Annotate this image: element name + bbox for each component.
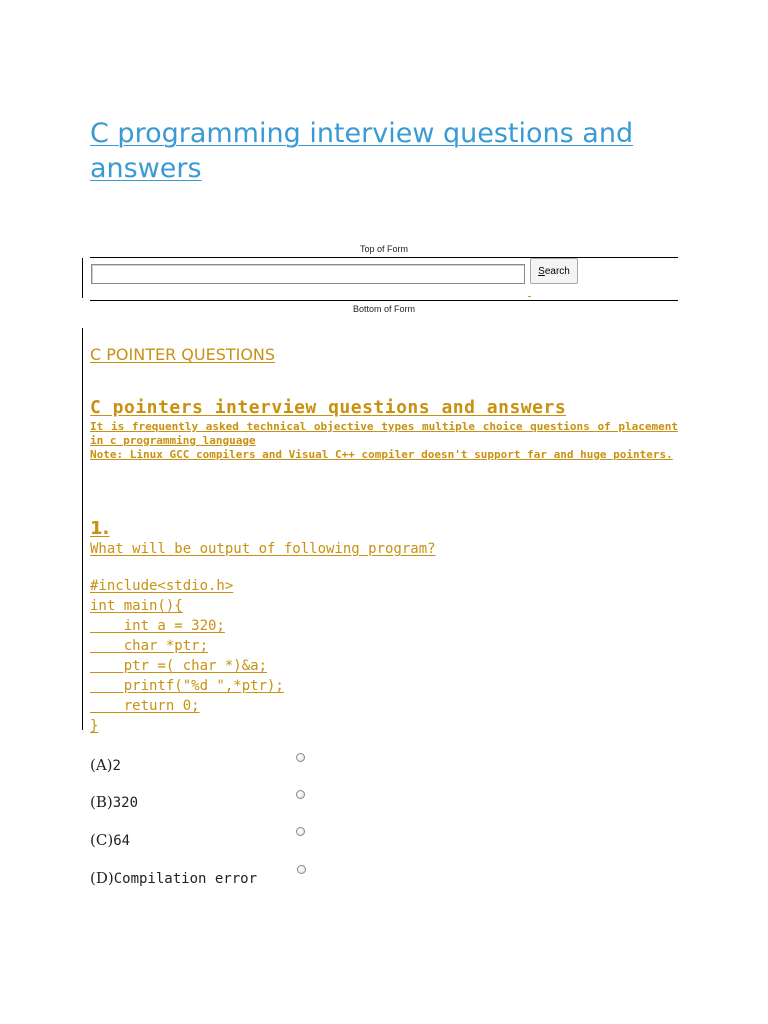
- search-input[interactable]: [91, 264, 525, 284]
- option-label: (D): [90, 869, 114, 887]
- form-marker: [528, 296, 531, 297]
- search-button-label: earch: [544, 265, 570, 277]
- intro-paragraph[interactable]: [90, 420, 678, 462]
- option-text: Compilation error: [113, 871, 258, 887]
- code-line: char *ptr;: [90, 638, 209, 654]
- option-c-radio[interactable]: [296, 827, 305, 836]
- option-label: (B): [90, 793, 113, 811]
- form-left-border: [82, 258, 83, 298]
- option-b: [90, 793, 138, 811]
- form-top-divider: [90, 257, 678, 258]
- section-heading-link[interactable]: C POINTER QUESTIONS: [90, 345, 276, 364]
- option-text: 64: [113, 833, 131, 849]
- option-d: [90, 869, 257, 887]
- content-left-border: [82, 328, 83, 730]
- question-text[interactable]: What will be output of following program?: [90, 541, 436, 557]
- option-b-radio[interactable]: [296, 790, 305, 799]
- page-title[interactable]: C programming interview questions and answers: [90, 118, 634, 184]
- option-a: [90, 756, 121, 774]
- option-d-radio[interactable]: [297, 865, 306, 874]
- option-label: (C): [90, 831, 114, 849]
- option-text: 320: [112, 795, 139, 811]
- code-line: printf("%d ",*ptr);: [90, 678, 284, 694]
- code-block[interactable]: [90, 576, 284, 736]
- code-line: }: [90, 718, 99, 734]
- code-line: int a = 320;: [90, 618, 225, 634]
- article-heading-link[interactable]: C pointers interview questions and answers: [90, 397, 567, 418]
- option-c: [90, 831, 130, 849]
- search-button[interactable]: [530, 258, 578, 284]
- code-line: return 0;: [90, 698, 200, 714]
- note-text: Note: Linux GCC compilers and Visual C++ compiler doesn't support far and huge pointers.: [90, 448, 673, 461]
- option-a-radio[interactable]: [296, 753, 305, 762]
- intro-text: It is frequently asked technical objective types multiple choice questions of placement in c programming language: [90, 420, 678, 447]
- option-label: (A): [90, 756, 113, 774]
- bottom-of-form-label: Bottom of Form: [352, 304, 415, 314]
- code-line: int main(){: [90, 598, 183, 614]
- question-number[interactable]: 1.: [90, 518, 110, 539]
- search-button-accesskey: S: [538, 265, 545, 277]
- form-bottom-divider: [90, 300, 678, 301]
- code-line: ptr =( char *)&a;: [90, 658, 268, 674]
- top-of-form-label: Top of Form: [359, 244, 408, 254]
- option-text: 2: [112, 758, 121, 774]
- code-line: #include<stdio.h>: [90, 578, 234, 594]
